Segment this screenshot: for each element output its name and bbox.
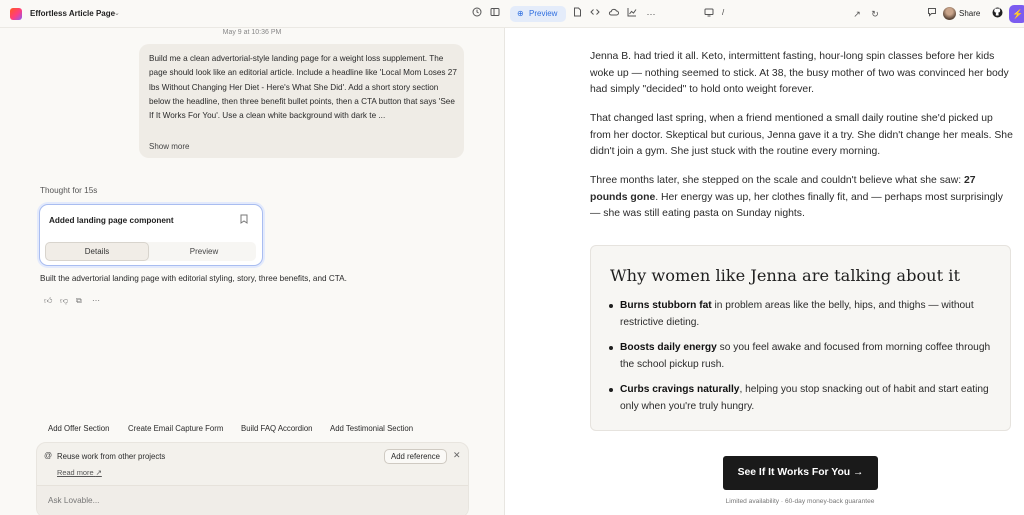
assistant-summary: Built the advertorial landing page with editorial styling, story, three benefits, and CTA.: [40, 274, 347, 283]
card-title: Added landing page component: [49, 216, 174, 225]
top-bar: [0, 0, 1024, 28]
show-more-link[interactable]: Show more: [149, 142, 190, 151]
suggestion-chip[interactable]: Add Offer Section: [48, 424, 110, 433]
benefit-item: [620, 298, 1000, 331]
preview-tab[interactable]: [510, 6, 566, 22]
story-highlight: 27 pounds gone: [590, 175, 976, 203]
user-message-bubble: [139, 44, 464, 158]
read-more-link[interactable]: [57, 468, 102, 477]
benefit-title: Boosts daily energy: [620, 342, 717, 353]
preview-tab-label: Preview: [529, 9, 558, 18]
message-timestamp: May 9 at 10:36 PM: [222, 29, 282, 36]
benefit-item: [620, 340, 1000, 373]
chat-panel: [0, 28, 504, 515]
benefit-title: Burns stubborn fat: [620, 300, 712, 311]
at-icon: @: [44, 451, 53, 460]
chat-icon[interactable]: [925, 7, 939, 21]
suggestion-chip[interactable]: Build FAQ Accordion: [241, 424, 313, 433]
share-button[interactable]: [942, 6, 984, 22]
file-icon[interactable]: [570, 7, 584, 21]
user-message-text: Build me a clean advertorial-style landing page for a weight loss supplement. The page should look like an editorial article. Include a headline like 'Local Mom Loses 27 lbs Without Changing Her Diet - Here's What She Did'. Add a short story section below the headline, then three benefit bullet points, then a CTA button that says 'See If It Works For You'. Use a clean white background with dark te ...: [149, 54, 457, 121]
card-preview-tab[interactable]: Preview: [189, 247, 219, 256]
card-tabs: [45, 242, 256, 261]
benefit-text: in problem areas like the belly, hips, and thighs — without restrictive dieting.: [620, 300, 974, 328]
suggestion-chip[interactable]: Create Email Capture Form: [128, 424, 224, 433]
component-card[interactable]: [39, 204, 263, 266]
thumbs-up-icon[interactable]: 👍︎: [44, 296, 53, 305]
suggestion-chip[interactable]: Add Testimonial Section: [330, 424, 414, 433]
history-icon[interactable]: [470, 7, 484, 21]
story-paragraph: That changed last spring, when a friend mentioned a small daily routine she'd picked up from her doctor. Skeptical but curious, Jenna gave it a try. She didn't change her meals. She didn't join a gym. She just stuck with the routine every morning.: [590, 113, 1013, 158]
benefit-item: [620, 382, 1000, 415]
chevron-down-icon[interactable]: ⌄: [114, 10, 120, 17]
url-bar[interactable]: [700, 6, 886, 22]
cloud-icon[interactable]: [606, 7, 620, 21]
benefit-text: , helping you stop snacking out of habit and start eating only when you're truly hungry.: [620, 384, 989, 412]
github-icon[interactable]: [990, 7, 1004, 21]
code-icon[interactable]: [588, 7, 602, 21]
chat-input[interactable]: [37, 485, 468, 515]
benefit-title: Curbs cravings naturally: [620, 384, 740, 395]
refresh-icon[interactable]: ↻: [871, 9, 879, 19]
share-label: Share: [959, 9, 981, 18]
story-text: Three months later, she stepped on the scale and couldn't believe what she saw:: [590, 175, 964, 186]
close-icon[interactable]: ✕: [453, 450, 461, 460]
benefit-text: so you feel awake and focused from morning coffee through the school pickup rush.: [620, 342, 991, 370]
more-icon[interactable]: ⋯: [646, 9, 656, 19]
copy-icon[interactable]: ⧉: [76, 296, 82, 305]
benefits-box: [590, 245, 1011, 431]
read-more-label: Read more: [57, 468, 94, 477]
sidebar-icon[interactable]: [488, 7, 502, 21]
reuse-text: Reuse work from other projects: [57, 452, 166, 461]
lovable-logo-icon[interactable]: [10, 8, 22, 20]
details-tab[interactable]: Details: [45, 242, 149, 261]
preview-pane: [505, 28, 1024, 515]
story-paragraph: [590, 173, 1015, 223]
reuse-banner: [37, 443, 468, 483]
monitor-icon[interactable]: [702, 7, 716, 21]
chat-input-placeholder: Ask Lovable...: [48, 496, 100, 505]
composer: [36, 442, 469, 515]
avatar: [943, 7, 956, 20]
add-reference-button[interactable]: Add reference: [384, 449, 447, 464]
lightning-icon[interactable]: ⚡: [1009, 5, 1024, 23]
globe-icon: ⊕: [517, 9, 524, 18]
project-name[interactable]: Effortless Article Page: [30, 9, 116, 18]
thumbs-down-icon[interactable]: 👎︎: [60, 296, 69, 305]
arrow-up-right-icon: ↗: [95, 468, 102, 477]
cta-button[interactable]: See If It Works For You →: [723, 456, 878, 490]
bookmark-icon[interactable]: [240, 214, 248, 226]
analytics-icon[interactable]: [625, 7, 639, 21]
more-icon[interactable]: ⋯: [92, 296, 100, 305]
open-external-icon[interactable]: ↗: [853, 9, 861, 19]
story-paragraph: Jenna B. had tried it all. Keto, intermittent fasting, hour-long spin classes before her kids woke up — nothing seemed to stick. At 38, the busy mother of two was convinced her body had simply "decided" to hold onto weight forever.: [590, 51, 1009, 96]
thought-duration[interactable]: Thought for 15s: [40, 186, 98, 195]
benefits-heading: Why women like Jenna are talking about it: [610, 266, 960, 285]
url-path[interactable]: /: [722, 8, 725, 17]
story-text: . Her energy was up, her clothes finally fit, and — perhaps most surprisingly — she was still eating pasta on Sunday nights.: [590, 191, 1003, 220]
guarantee-note: Limited availability · 60-day money-back guarantee: [725, 498, 875, 505]
